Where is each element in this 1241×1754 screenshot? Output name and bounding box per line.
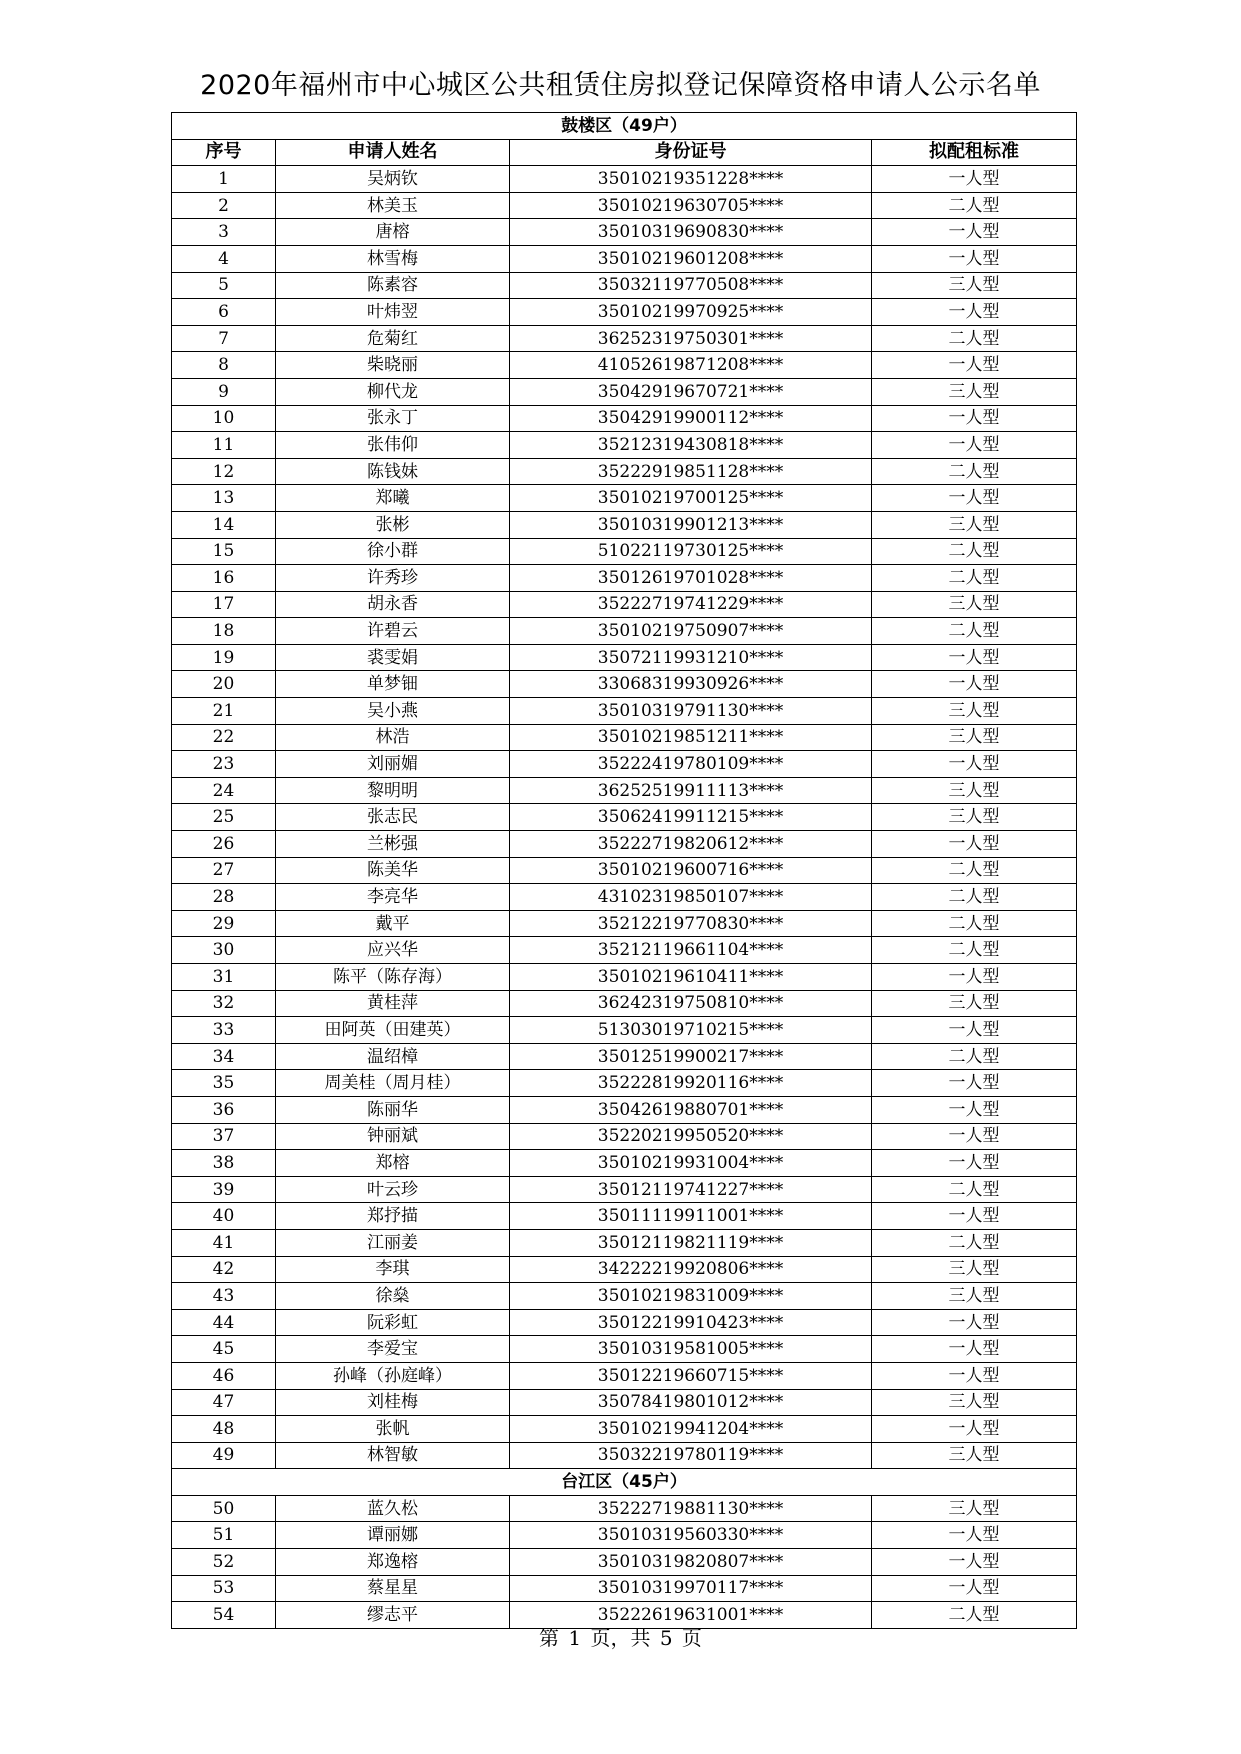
cell-rent-standard: 一人型 <box>872 831 1077 858</box>
cell-id-number: 35222719881130**** <box>510 1495 872 1522</box>
cell-seq: 16 <box>172 565 276 592</box>
cell-seq: 14 <box>172 511 276 538</box>
table-row <box>172 1229 1077 1256</box>
cell-seq: 4 <box>172 245 276 272</box>
cell-id-number: 35011119911001**** <box>510 1203 872 1230</box>
cell-id-number: 35010219750907**** <box>510 618 872 645</box>
cell-id-number: 35220219950520**** <box>510 1123 872 1150</box>
table-row <box>172 1176 1077 1203</box>
cell-seq: 10 <box>172 405 276 432</box>
cell-name: 孙峰（孙庭峰） <box>276 1362 510 1389</box>
table-row <box>172 405 1077 432</box>
cell-id-number: 35010219610411**** <box>510 964 872 991</box>
cell-id-number: 35010219601208**** <box>510 245 872 272</box>
table-row <box>172 644 1077 671</box>
cell-id-number: 35222419780109**** <box>510 751 872 778</box>
cell-seq: 41 <box>172 1229 276 1256</box>
cell-id-number: 35062419911215**** <box>510 804 872 831</box>
cell-id-number: 36252519911113**** <box>510 777 872 804</box>
cell-rent-standard: 三人型 <box>872 777 1077 804</box>
cell-name: 黄桂萍 <box>276 990 510 1017</box>
cell-seq: 17 <box>172 591 276 618</box>
cell-name: 单梦钿 <box>276 671 510 698</box>
cell-name: 许秀珍 <box>276 565 510 592</box>
table-row <box>172 1123 1077 1150</box>
table-row <box>172 1575 1077 1602</box>
cell-rent-standard: 一人型 <box>872 245 1077 272</box>
cell-id-number: 41052619871208**** <box>510 352 872 379</box>
cell-seq: 47 <box>172 1389 276 1416</box>
cell-seq: 50 <box>172 1495 276 1522</box>
cell-rent-standard: 二人型 <box>872 458 1077 485</box>
table-row <box>172 1043 1077 1070</box>
cell-rent-standard: 一人型 <box>872 644 1077 671</box>
cell-name: 郑榕 <box>276 1150 510 1177</box>
table-row <box>172 458 1077 485</box>
cell-rent-standard: 一人型 <box>872 1017 1077 1044</box>
cell-seq: 30 <box>172 937 276 964</box>
cell-name: 温绍樟 <box>276 1043 510 1070</box>
cell-rent-standard: 一人型 <box>872 1549 1077 1576</box>
cell-rent-standard: 二人型 <box>872 1602 1077 1629</box>
cell-seq: 15 <box>172 538 276 565</box>
cell-name: 刘桂梅 <box>276 1389 510 1416</box>
table-row <box>172 1336 1077 1363</box>
cell-rent-standard: 二人型 <box>872 857 1077 884</box>
cell-seq: 46 <box>172 1362 276 1389</box>
cell-name: 徐燊 <box>276 1283 510 1310</box>
cell-seq: 35 <box>172 1070 276 1097</box>
cell-name: 陈美华 <box>276 857 510 884</box>
cell-name: 刘丽媚 <box>276 751 510 778</box>
cell-id-number: 36242319750810**** <box>510 990 872 1017</box>
cell-rent-standard: 三人型 <box>872 804 1077 831</box>
cell-id-number: 35010219970925**** <box>510 299 872 326</box>
cell-rent-standard: 三人型 <box>872 378 1077 405</box>
cell-seq: 26 <box>172 831 276 858</box>
cell-seq: 31 <box>172 964 276 991</box>
table-row <box>172 485 1077 512</box>
cell-seq: 42 <box>172 1256 276 1283</box>
table-row <box>172 1495 1077 1522</box>
cell-id-number: 35010319791130**** <box>510 698 872 725</box>
section-title: 鼓楼区（49户） <box>172 113 1077 140</box>
cell-rent-standard: 一人型 <box>872 1416 1077 1443</box>
cell-seq: 28 <box>172 884 276 911</box>
cell-id-number: 35032219780119**** <box>510 1442 872 1469</box>
table-row <box>172 910 1077 937</box>
cell-rent-standard: 一人型 <box>872 1203 1077 1230</box>
cell-seq: 3 <box>172 219 276 246</box>
cell-id-number: 35012619701028**** <box>510 565 872 592</box>
cell-rent-standard: 三人型 <box>872 1389 1077 1416</box>
header-id-number: 身份证号 <box>510 139 872 166</box>
cell-name: 李爱宝 <box>276 1336 510 1363</box>
cell-seq: 36 <box>172 1096 276 1123</box>
cell-seq: 7 <box>172 325 276 352</box>
cell-name: 危菊红 <box>276 325 510 352</box>
cell-seq: 5 <box>172 272 276 299</box>
cell-name: 陈钱妹 <box>276 458 510 485</box>
cell-id-number: 36252319750301**** <box>510 325 872 352</box>
cell-seq: 48 <box>172 1416 276 1443</box>
table-row <box>172 1362 1077 1389</box>
cell-rent-standard: 一人型 <box>872 485 1077 512</box>
table-row <box>172 857 1077 884</box>
table-row <box>172 1416 1077 1443</box>
cell-rent-standard: 二人型 <box>872 538 1077 565</box>
cell-id-number: 35010319901213**** <box>510 511 872 538</box>
cell-id-number: 35012519900217**** <box>510 1043 872 1070</box>
cell-rent-standard: 三人型 <box>872 1442 1077 1469</box>
cell-id-number: 35010319690830**** <box>510 219 872 246</box>
cell-id-number: 35222619631001**** <box>510 1602 872 1629</box>
cell-seq: 40 <box>172 1203 276 1230</box>
table-row <box>172 964 1077 991</box>
cell-rent-standard: 一人型 <box>872 219 1077 246</box>
cell-name: 许碧云 <box>276 618 510 645</box>
cell-name: 唐榕 <box>276 219 510 246</box>
cell-name: 张志民 <box>276 804 510 831</box>
cell-id-number: 35222819920116**** <box>510 1070 872 1097</box>
cell-rent-standard: 一人型 <box>872 964 1077 991</box>
cell-seq: 2 <box>172 192 276 219</box>
table-row <box>172 1442 1077 1469</box>
cell-seq: 23 <box>172 751 276 778</box>
cell-name: 郑曦 <box>276 485 510 512</box>
cell-name: 柳代龙 <box>276 378 510 405</box>
table-row <box>172 990 1077 1017</box>
cell-id-number: 35212219770830**** <box>510 910 872 937</box>
cell-id-number: 35042919900112**** <box>510 405 872 432</box>
cell-rent-standard: 三人型 <box>872 1256 1077 1283</box>
cell-id-number: 35222719741229**** <box>510 591 872 618</box>
table-row <box>172 1309 1077 1336</box>
cell-id-number: 35012219910423**** <box>510 1309 872 1336</box>
cell-seq: 13 <box>172 485 276 512</box>
cell-rent-standard: 一人型 <box>872 671 1077 698</box>
cell-seq: 34 <box>172 1043 276 1070</box>
cell-rent-standard: 二人型 <box>872 565 1077 592</box>
cell-rent-standard: 一人型 <box>872 432 1077 459</box>
table-row <box>172 352 1077 379</box>
cell-rent-standard: 三人型 <box>872 1495 1077 1522</box>
cell-name: 吴小燕 <box>276 698 510 725</box>
table-row <box>172 511 1077 538</box>
cell-id-number: 35042619880701**** <box>510 1096 872 1123</box>
cell-seq: 53 <box>172 1575 276 1602</box>
column-header-row <box>172 139 1077 166</box>
cell-rent-standard: 一人型 <box>872 751 1077 778</box>
cell-id-number: 35072119931210**** <box>510 644 872 671</box>
cell-rent-standard: 一人型 <box>872 1309 1077 1336</box>
cell-rent-standard: 二人型 <box>872 325 1077 352</box>
cell-name: 李亮华 <box>276 884 510 911</box>
cell-id-number: 35012119821119**** <box>510 1229 872 1256</box>
cell-seq: 32 <box>172 990 276 1017</box>
cell-seq: 43 <box>172 1283 276 1310</box>
cell-seq: 19 <box>172 644 276 671</box>
cell-rent-standard: 三人型 <box>872 511 1077 538</box>
cell-seq: 12 <box>172 458 276 485</box>
cell-id-number: 35010219630705**** <box>510 192 872 219</box>
cell-rent-standard: 二人型 <box>872 192 1077 219</box>
cell-id-number: 35222719820612**** <box>510 831 872 858</box>
table-row <box>172 245 1077 272</box>
cell-rent-standard: 一人型 <box>872 1150 1077 1177</box>
cell-name: 林智敏 <box>276 1442 510 1469</box>
cell-seq: 8 <box>172 352 276 379</box>
cell-id-number: 35010319970117**** <box>510 1575 872 1602</box>
cell-rent-standard: 一人型 <box>872 405 1077 432</box>
cell-rent-standard: 三人型 <box>872 990 1077 1017</box>
cell-name: 郑抒描 <box>276 1203 510 1230</box>
cell-name: 黎明明 <box>276 777 510 804</box>
cell-seq: 33 <box>172 1017 276 1044</box>
cell-rent-standard: 一人型 <box>872 1096 1077 1123</box>
cell-name: 蔡星星 <box>276 1575 510 1602</box>
cell-rent-standard: 一人型 <box>872 352 1077 379</box>
cell-name: 林雪梅 <box>276 245 510 272</box>
cell-name: 徐小群 <box>276 538 510 565</box>
cell-id-number: 35212119661104**** <box>510 937 872 964</box>
table-row <box>172 618 1077 645</box>
cell-name: 蓝久松 <box>276 1495 510 1522</box>
cell-seq: 27 <box>172 857 276 884</box>
cell-seq: 29 <box>172 910 276 937</box>
table-row <box>172 299 1077 326</box>
cell-rent-standard: 一人型 <box>872 1522 1077 1549</box>
cell-id-number: 35010219700125**** <box>510 485 872 512</box>
cell-id-number: 34222219920806**** <box>510 1256 872 1283</box>
cell-rent-standard: 三人型 <box>872 1283 1077 1310</box>
table-row <box>172 538 1077 565</box>
cell-name: 兰彬强 <box>276 831 510 858</box>
cell-rent-standard: 三人型 <box>872 591 1077 618</box>
table-row <box>172 432 1077 459</box>
cell-rent-standard: 二人型 <box>872 910 1077 937</box>
table-row <box>172 219 1077 246</box>
cell-id-number: 35010219931004**** <box>510 1150 872 1177</box>
table-row <box>172 777 1077 804</box>
cell-rent-standard: 二人型 <box>872 1043 1077 1070</box>
cell-id-number: 35078419801012**** <box>510 1389 872 1416</box>
cell-seq: 6 <box>172 299 276 326</box>
applicant-table <box>171 112 1077 1629</box>
table-row <box>172 804 1077 831</box>
cell-seq: 21 <box>172 698 276 725</box>
cell-rent-standard: 二人型 <box>872 618 1077 645</box>
cell-rent-standard: 二人型 <box>872 884 1077 911</box>
table-row <box>172 166 1077 193</box>
table-row <box>172 1283 1077 1310</box>
cell-id-number: 51022119730125**** <box>510 538 872 565</box>
table-row <box>172 1203 1077 1230</box>
cell-seq: 9 <box>172 378 276 405</box>
cell-id-number: 43102319850107**** <box>510 884 872 911</box>
cell-id-number: 51303019710215**** <box>510 1017 872 1044</box>
cell-name: 林浩 <box>276 724 510 751</box>
header-seq: 序号 <box>172 139 276 166</box>
cell-seq: 25 <box>172 804 276 831</box>
table-row <box>172 724 1077 751</box>
table-row <box>172 698 1077 725</box>
cell-rent-standard: 一人型 <box>872 1336 1077 1363</box>
cell-id-number: 35010219851211**** <box>510 724 872 751</box>
cell-id-number: 35212319430818**** <box>510 432 872 459</box>
cell-seq: 45 <box>172 1336 276 1363</box>
cell-rent-standard: 一人型 <box>872 1070 1077 1097</box>
table-row <box>172 565 1077 592</box>
table-row <box>172 1070 1077 1097</box>
cell-seq: 20 <box>172 671 276 698</box>
table-row <box>172 272 1077 299</box>
cell-seq: 54 <box>172 1602 276 1629</box>
cell-seq: 38 <box>172 1150 276 1177</box>
table-row <box>172 1549 1077 1576</box>
section-title: 台江区（45户） <box>172 1469 1077 1496</box>
table-row <box>172 378 1077 405</box>
cell-id-number: 35042919670721**** <box>510 378 872 405</box>
table-row <box>172 831 1077 858</box>
section-header-row <box>172 1469 1077 1496</box>
cell-id-number: 35010219600716**** <box>510 857 872 884</box>
cell-id-number: 35032119770508**** <box>510 272 872 299</box>
table-row <box>172 1389 1077 1416</box>
cell-name: 郑逸榕 <box>276 1549 510 1576</box>
table-row <box>172 1150 1077 1177</box>
table-row <box>172 937 1077 964</box>
cell-rent-standard: 一人型 <box>872 1362 1077 1389</box>
table-row <box>172 1256 1077 1283</box>
section-header-row <box>172 113 1077 140</box>
cell-id-number: 35010219941204**** <box>510 1416 872 1443</box>
cell-seq: 51 <box>172 1522 276 1549</box>
table-row <box>172 192 1077 219</box>
cell-id-number: 35010219831009**** <box>510 1283 872 1310</box>
cell-id-number: 35012119741227**** <box>510 1176 872 1203</box>
cell-rent-standard: 一人型 <box>872 166 1077 193</box>
table-row <box>172 591 1077 618</box>
cell-id-number: 35010219351228**** <box>510 166 872 193</box>
cell-name: 陈素容 <box>276 272 510 299</box>
cell-name: 田阿英（田建英） <box>276 1017 510 1044</box>
cell-name: 缪志平 <box>276 1602 510 1629</box>
cell-name: 叶云珍 <box>276 1176 510 1203</box>
cell-seq: 24 <box>172 777 276 804</box>
header-rent-standard: 拟配租标准 <box>872 139 1077 166</box>
cell-id-number: 35010319820807**** <box>510 1549 872 1576</box>
cell-name: 谭丽娜 <box>276 1522 510 1549</box>
cell-name: 李琪 <box>276 1256 510 1283</box>
cell-name: 陈丽华 <box>276 1096 510 1123</box>
header-name: 申请人姓名 <box>276 139 510 166</box>
cell-name: 应兴华 <box>276 937 510 964</box>
table-row <box>172 671 1077 698</box>
cell-rent-standard: 二人型 <box>872 937 1077 964</box>
cell-id-number: 35222919851128**** <box>510 458 872 485</box>
page-footer: 第 1 页，共 5 页 <box>539 1626 702 1650</box>
table-row <box>172 1096 1077 1123</box>
cell-rent-standard: 二人型 <box>872 1176 1077 1203</box>
cell-name: 张永丁 <box>276 405 510 432</box>
cell-seq: 49 <box>172 1442 276 1469</box>
cell-rent-standard: 二人型 <box>872 1229 1077 1256</box>
cell-name: 吴炳钦 <box>276 166 510 193</box>
cell-seq: 22 <box>172 724 276 751</box>
table-row <box>172 325 1077 352</box>
cell-seq: 52 <box>172 1549 276 1576</box>
page-title: 2020年福州市中心城区公共租赁住房拟登记保障资格申请人公示名单 <box>200 70 1041 101</box>
table-row <box>172 1017 1077 1044</box>
cell-name: 胡永香 <box>276 591 510 618</box>
cell-id-number: 33068319930926**** <box>510 671 872 698</box>
cell-name: 阮彩虹 <box>276 1309 510 1336</box>
table-row <box>172 1522 1077 1549</box>
cell-id-number: 35012219660715**** <box>510 1362 872 1389</box>
cell-rent-standard: 三人型 <box>872 698 1077 725</box>
cell-name: 周美桂（周月桂） <box>276 1070 510 1097</box>
cell-name: 叶炜翌 <box>276 299 510 326</box>
cell-name: 戴平 <box>276 910 510 937</box>
cell-name: 钟丽斌 <box>276 1123 510 1150</box>
cell-rent-standard: 三人型 <box>872 724 1077 751</box>
cell-seq: 18 <box>172 618 276 645</box>
cell-seq: 44 <box>172 1309 276 1336</box>
cell-rent-standard: 一人型 <box>872 299 1077 326</box>
cell-seq: 11 <box>172 432 276 459</box>
cell-name: 林美玉 <box>276 192 510 219</box>
cell-name: 陈平（陈存海） <box>276 964 510 991</box>
table-row <box>172 751 1077 778</box>
cell-name: 柴晓丽 <box>276 352 510 379</box>
table-row <box>172 884 1077 911</box>
cell-seq: 1 <box>172 166 276 193</box>
cell-name: 张帆 <box>276 1416 510 1443</box>
cell-seq: 39 <box>172 1176 276 1203</box>
cell-name: 张彬 <box>276 511 510 538</box>
cell-name: 裘雯娟 <box>276 644 510 671</box>
cell-name: 江丽姜 <box>276 1229 510 1256</box>
cell-id-number: 35010319560330**** <box>510 1522 872 1549</box>
cell-id-number: 35010319581005**** <box>510 1336 872 1363</box>
cell-rent-standard: 一人型 <box>872 1123 1077 1150</box>
cell-name: 张伟仰 <box>276 432 510 459</box>
cell-seq: 37 <box>172 1123 276 1150</box>
applicant-table-body <box>172 113 1077 1629</box>
cell-rent-standard: 三人型 <box>872 272 1077 299</box>
cell-rent-standard: 一人型 <box>872 1575 1077 1602</box>
